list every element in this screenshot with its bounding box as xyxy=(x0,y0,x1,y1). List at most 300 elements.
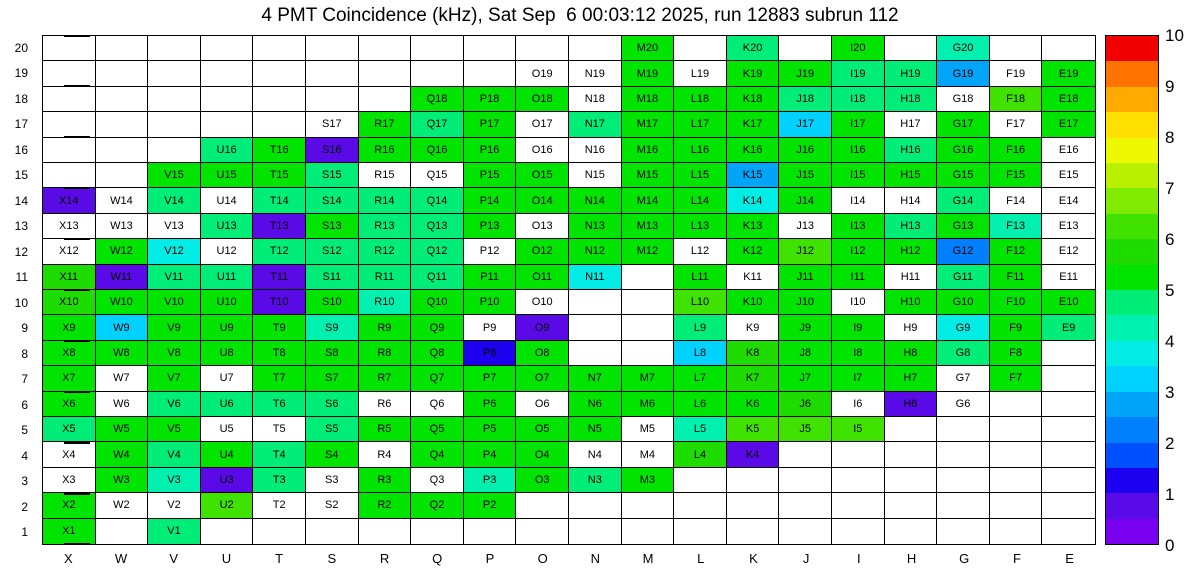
colorbar-tick-label: 8 xyxy=(1165,128,1175,147)
cell-P4 xyxy=(464,442,517,467)
empty-cell xyxy=(306,87,359,112)
cell-L10 xyxy=(674,290,727,315)
cell-M6 xyxy=(622,392,675,417)
cell-Q17 xyxy=(411,112,464,137)
cell-label: O8 xyxy=(534,346,550,359)
empty-cell xyxy=(674,468,727,493)
empty-cell xyxy=(885,493,938,518)
cell-V12 xyxy=(148,239,201,264)
x-tick-label: R xyxy=(379,551,390,566)
cell-label: I17 xyxy=(850,118,866,131)
cell-label: K18 xyxy=(742,92,763,105)
cell-Q16 xyxy=(411,138,464,163)
cell-label: T7 xyxy=(272,372,286,385)
y-tick-label: 7 xyxy=(21,372,28,387)
cell-N17 xyxy=(569,112,622,137)
cell-Q7 xyxy=(411,366,464,391)
cell-label: T5 xyxy=(272,423,286,436)
cell-O5 xyxy=(516,417,569,442)
colorbar-tick-label: 7 xyxy=(1165,179,1175,198)
cell-label: P10 xyxy=(479,296,500,309)
cell-label: K13 xyxy=(742,219,763,232)
cell-O4 xyxy=(516,442,569,467)
cell-label: L7 xyxy=(693,372,707,385)
cell-I19 xyxy=(832,61,885,86)
cell-label: T4 xyxy=(272,448,286,461)
cell-label: V8 xyxy=(167,346,181,359)
x-tick-label: M xyxy=(642,551,654,566)
cell-label: I15 xyxy=(850,169,866,182)
cell-X10 xyxy=(43,290,96,315)
cell-X11 xyxy=(43,265,96,290)
cell-label: W13 xyxy=(110,219,133,232)
cell-S13 xyxy=(306,214,359,239)
cell-J10 xyxy=(779,290,832,315)
cell-L19 xyxy=(674,61,727,86)
y-tick-label: 1 xyxy=(21,525,28,540)
empty-cell xyxy=(1042,417,1095,442)
cell-G18 xyxy=(937,87,990,112)
empty-cell xyxy=(937,442,990,467)
y-tick-label: 11 xyxy=(15,270,28,285)
cell-label: Q6 xyxy=(429,397,445,410)
cell-label: T2 xyxy=(272,499,286,512)
colorbar-band xyxy=(1106,341,1158,366)
cell-S7 xyxy=(306,366,359,391)
x-tick-label: T xyxy=(275,551,284,566)
cell-label: Q18 xyxy=(426,92,448,105)
cell-label: L12 xyxy=(690,245,710,258)
cell-H14 xyxy=(885,188,938,213)
cell-O16 xyxy=(516,138,569,163)
cell-label: O19 xyxy=(531,67,553,80)
colorbar-band xyxy=(1106,163,1158,188)
cell-label: S7 xyxy=(325,372,339,385)
cell-label: O13 xyxy=(531,219,553,232)
cell-label: P14 xyxy=(479,194,500,207)
cell-label: M3 xyxy=(639,473,656,486)
cell-U8 xyxy=(201,341,254,366)
empty-cell xyxy=(43,138,96,163)
empty-cell xyxy=(201,519,254,544)
cell-X1 xyxy=(43,519,96,544)
cell-F9 xyxy=(990,315,1043,340)
cell-S9 xyxy=(306,315,359,340)
cell-label: V6 xyxy=(167,397,181,410)
cell-label: N14 xyxy=(584,194,605,207)
cell-N16 xyxy=(569,138,622,163)
cell-label: H14 xyxy=(900,194,921,207)
empty-cell xyxy=(674,36,727,61)
cell-T4 xyxy=(253,442,306,467)
cell-F19 xyxy=(990,61,1043,86)
cell-X6 xyxy=(43,392,96,417)
cell-label: V11 xyxy=(164,270,184,283)
cell-S4 xyxy=(306,442,359,467)
cell-label: I5 xyxy=(853,423,863,436)
cell-label: X1 xyxy=(62,525,76,538)
cell-R15 xyxy=(359,163,412,188)
colorbar-tick-label: 9 xyxy=(1165,77,1175,96)
cell-J15 xyxy=(779,163,832,188)
cell-L5 xyxy=(674,417,727,442)
cell-R12 xyxy=(359,239,412,264)
cell-L16 xyxy=(674,138,727,163)
cell-J6 xyxy=(779,392,832,417)
x-tick-label: L xyxy=(697,551,705,566)
cell-V5 xyxy=(148,417,201,442)
cell-P7 xyxy=(464,366,517,391)
cell-label: I14 xyxy=(850,194,866,207)
cell-Q5 xyxy=(411,417,464,442)
cell-label: J16 xyxy=(796,143,815,156)
cell-X2 xyxy=(43,493,96,518)
x-tick-label: O xyxy=(537,551,548,566)
cell-I9 xyxy=(832,315,885,340)
cell-N5 xyxy=(569,417,622,442)
cell-label: W10 xyxy=(110,296,133,309)
empty-cell xyxy=(201,61,254,86)
cell-O13 xyxy=(516,214,569,239)
cell-label: J8 xyxy=(799,346,811,359)
cell-label: N15 xyxy=(584,169,605,182)
cell-F11 xyxy=(990,265,1043,290)
cell-label: I12 xyxy=(850,245,866,258)
cell-label: R16 xyxy=(374,143,395,156)
colorbar-band xyxy=(1106,188,1158,213)
cell-label: N4 xyxy=(587,448,602,461)
cell-label: K7 xyxy=(745,372,760,385)
cell-label: I7 xyxy=(853,372,863,385)
cell-G10 xyxy=(937,290,990,315)
cell-R17 xyxy=(359,112,412,137)
empty-cell xyxy=(1042,36,1095,61)
cell-N13 xyxy=(569,214,622,239)
cell-G16 xyxy=(937,138,990,163)
cell-P2 xyxy=(464,493,517,518)
cell-label: H12 xyxy=(900,245,921,258)
cell-label: P4 xyxy=(482,448,497,461)
cell-F17 xyxy=(990,112,1043,137)
cell-Q8 xyxy=(411,341,464,366)
cell-V7 xyxy=(148,366,201,391)
cell-label: X10 xyxy=(59,296,79,309)
empty-cell xyxy=(516,519,569,544)
cell-label: U5 xyxy=(219,423,234,436)
colorbar-tick-label: 4 xyxy=(1165,332,1175,351)
x-axis-labels xyxy=(42,549,1096,567)
empty-cell xyxy=(1042,468,1095,493)
cell-label: S3 xyxy=(325,473,339,486)
cell-P8 xyxy=(464,341,517,366)
cell-T9 xyxy=(253,315,306,340)
empty-cell xyxy=(674,519,727,544)
cell-label: I8 xyxy=(853,346,863,359)
cell-label: L17 xyxy=(690,118,710,131)
colorbar-band xyxy=(1106,315,1158,340)
cell-label: T10 xyxy=(269,296,289,309)
cell-label: G10 xyxy=(952,296,974,309)
cell-U4 xyxy=(201,442,254,467)
cell-label: T15 xyxy=(269,169,289,182)
cell-R14 xyxy=(359,188,412,213)
cell-G9 xyxy=(937,315,990,340)
empty-cell xyxy=(990,493,1043,518)
colorbar-tick-label: 10 xyxy=(1165,26,1184,45)
empty-cell xyxy=(779,493,832,518)
x-tick-label: J xyxy=(802,551,810,566)
cell-W2 xyxy=(96,493,149,518)
empty-cell xyxy=(464,36,517,61)
cell-label: S12 xyxy=(322,245,342,258)
cell-label: V12 xyxy=(164,245,184,258)
cell-label: O4 xyxy=(534,448,550,461)
cell-I16 xyxy=(832,138,885,163)
cell-T12 xyxy=(253,239,306,264)
cell-label: U7 xyxy=(219,372,234,385)
cell-label: P7 xyxy=(482,372,497,385)
cell-label: G7 xyxy=(955,372,971,385)
cell-W13 xyxy=(96,214,149,239)
cell-R2 xyxy=(359,493,412,518)
cell-Q18 xyxy=(411,87,464,112)
cell-H11 xyxy=(885,265,938,290)
cell-Q9 xyxy=(411,315,464,340)
cell-label: U4 xyxy=(219,448,234,461)
x-tick-label: N xyxy=(590,551,601,566)
cell-W8 xyxy=(96,341,149,366)
cell-label: M17 xyxy=(636,118,659,131)
cell-label: O5 xyxy=(534,423,550,436)
cell-label: G17 xyxy=(952,118,974,131)
cell-label: K16 xyxy=(742,143,763,156)
cell-K15 xyxy=(727,163,780,188)
cell-label: J18 xyxy=(796,92,815,105)
cell-label: R3 xyxy=(377,473,392,486)
cell-M20 xyxy=(622,36,675,61)
cell-label: G19 xyxy=(952,67,974,80)
empty-cell xyxy=(1042,493,1095,518)
cell-label: K4 xyxy=(745,448,760,461)
cell-E17 xyxy=(1042,112,1095,137)
empty-cell xyxy=(569,290,622,315)
cell-label: R8 xyxy=(377,346,392,359)
cell-label: U3 xyxy=(219,473,234,486)
empty-cell xyxy=(411,519,464,544)
cell-O3 xyxy=(516,468,569,493)
x-tick-label: U xyxy=(221,551,232,566)
heatmap-grid xyxy=(42,35,1096,545)
cell-label: S8 xyxy=(325,346,339,359)
cell-label: K9 xyxy=(745,321,760,334)
cell-label: W2 xyxy=(113,499,130,512)
colorbar-band xyxy=(1106,493,1158,518)
cell-R10 xyxy=(359,290,412,315)
cell-O12 xyxy=(516,239,569,264)
cell-label: G8 xyxy=(955,346,971,359)
colorbar-band xyxy=(1106,290,1158,315)
cell-label: L8 xyxy=(693,346,707,359)
cell-label: V10 xyxy=(164,296,184,309)
cell-label: F9 xyxy=(1009,321,1023,334)
cell-label: I16 xyxy=(850,143,866,156)
empty-cell xyxy=(779,442,832,467)
x-tick-label: H xyxy=(906,551,917,566)
cell-L15 xyxy=(674,163,727,188)
cell-T14 xyxy=(253,188,306,213)
cell-label: T14 xyxy=(269,194,289,207)
empty-cell xyxy=(148,87,201,112)
cell-label: G11 xyxy=(953,270,973,283)
colorbar-band xyxy=(1106,87,1158,112)
cell-label: V14 xyxy=(164,194,184,207)
cell-N7 xyxy=(569,366,622,391)
cell-label: S14 xyxy=(322,194,342,207)
cell-label: K15 xyxy=(742,169,763,182)
cell-J12 xyxy=(779,239,832,264)
cell-label: W8 xyxy=(113,346,130,359)
cell-label: N19 xyxy=(584,67,605,80)
cell-label: Q8 xyxy=(429,346,445,359)
cell-K19 xyxy=(727,61,780,86)
cell-Q4 xyxy=(411,442,464,467)
cell-label: S9 xyxy=(325,321,339,334)
cell-label: I19 xyxy=(850,67,866,80)
cell-L12 xyxy=(674,239,727,264)
cell-T16 xyxy=(253,138,306,163)
empty-cell xyxy=(201,87,254,112)
cell-P10 xyxy=(464,290,517,315)
cell-label: W14 xyxy=(110,194,133,207)
cell-label: E11 xyxy=(1059,270,1079,283)
cell-label: R6 xyxy=(377,397,392,410)
cell-label: P15 xyxy=(479,169,500,182)
cell-X4 xyxy=(43,442,96,467)
empty-cell xyxy=(43,112,96,137)
cell-K10 xyxy=(727,290,780,315)
cell-T2 xyxy=(253,493,306,518)
cell-label: X5 xyxy=(62,423,76,436)
cell-label: S11 xyxy=(322,270,342,283)
empty-cell xyxy=(306,519,359,544)
cell-G14 xyxy=(937,188,990,213)
cell-S3 xyxy=(306,468,359,493)
cell-label: N18 xyxy=(584,92,605,105)
colorbar-tick xyxy=(64,340,90,342)
cell-I18 xyxy=(832,87,885,112)
cell-label: N6 xyxy=(587,397,602,410)
cell-E18 xyxy=(1042,87,1095,112)
y-tick-label: 2 xyxy=(21,499,28,514)
cell-label: K17 xyxy=(742,118,763,131)
cell-X5 xyxy=(43,417,96,442)
cell-label: U6 xyxy=(219,397,234,410)
empty-cell xyxy=(990,442,1043,467)
cell-label: R9 xyxy=(377,321,392,334)
cell-P16 xyxy=(464,138,517,163)
cell-W6 xyxy=(96,392,149,417)
cell-O9 xyxy=(516,315,569,340)
y-tick-label: 5 xyxy=(21,423,28,438)
colorbar-tick xyxy=(64,85,90,87)
cell-label: I20 xyxy=(850,42,866,55)
cell-H12 xyxy=(885,239,938,264)
cell-label: T16 xyxy=(269,143,289,156)
cell-Q12 xyxy=(411,239,464,264)
cell-label: E13 xyxy=(1058,219,1079,232)
cell-E19 xyxy=(1042,61,1095,86)
cell-label: U10 xyxy=(216,296,237,309)
cell-label: I18 xyxy=(850,92,866,105)
cell-label: N3 xyxy=(587,473,602,486)
cell-label: S10 xyxy=(322,296,342,309)
cell-label: L9 xyxy=(693,321,707,334)
colorbar-band xyxy=(1106,265,1158,290)
cell-P14 xyxy=(464,188,517,213)
cell-S2 xyxy=(306,493,359,518)
cell-E11 xyxy=(1042,265,1095,290)
cell-S12 xyxy=(306,239,359,264)
cell-label: J14 xyxy=(796,194,815,207)
cell-label: N5 xyxy=(587,423,602,436)
cell-P13 xyxy=(464,214,517,239)
cell-label: Q9 xyxy=(429,321,445,334)
cell-U9 xyxy=(201,315,254,340)
cell-label: W7 xyxy=(113,372,130,385)
cell-label: N11 xyxy=(585,270,605,283)
cell-label: F8 xyxy=(1009,346,1023,359)
empty-cell xyxy=(253,36,306,61)
y-tick-label: 3 xyxy=(21,474,28,489)
cell-R9 xyxy=(359,315,412,340)
cell-label: N13 xyxy=(584,219,605,232)
cell-label: S2 xyxy=(325,499,339,512)
cell-label: F12 xyxy=(1006,245,1026,258)
empty-cell xyxy=(622,290,675,315)
cell-R3 xyxy=(359,468,412,493)
cell-label: J5 xyxy=(799,423,811,436)
cell-V13 xyxy=(148,214,201,239)
cell-U2 xyxy=(201,493,254,518)
cell-F15 xyxy=(990,163,1043,188)
empty-cell xyxy=(990,417,1043,442)
cell-label: O17 xyxy=(531,118,553,131)
cell-label: V5 xyxy=(167,423,181,436)
cell-label: F15 xyxy=(1006,169,1026,182)
empty-cell xyxy=(937,493,990,518)
cell-label: S16 xyxy=(322,143,342,156)
cell-M17 xyxy=(622,112,675,137)
cell-label: K12 xyxy=(742,245,763,258)
cell-label: S13 xyxy=(322,219,342,232)
cell-O19 xyxy=(516,61,569,86)
empty-cell xyxy=(779,468,832,493)
cell-label: M6 xyxy=(639,397,656,410)
cell-label: R5 xyxy=(377,423,392,436)
cell-label: R13 xyxy=(374,219,395,232)
cell-M19 xyxy=(622,61,675,86)
y-tick-label: 19 xyxy=(14,66,28,81)
empty-cell xyxy=(937,417,990,442)
cell-label: H9 xyxy=(903,321,918,334)
cell-label: Q3 xyxy=(429,473,445,486)
cell-label: U13 xyxy=(216,219,237,232)
cell-label: I10 xyxy=(850,296,866,309)
empty-cell xyxy=(779,36,832,61)
cell-V1 xyxy=(148,519,201,544)
cell-G7 xyxy=(937,366,990,391)
cell-H15 xyxy=(885,163,938,188)
